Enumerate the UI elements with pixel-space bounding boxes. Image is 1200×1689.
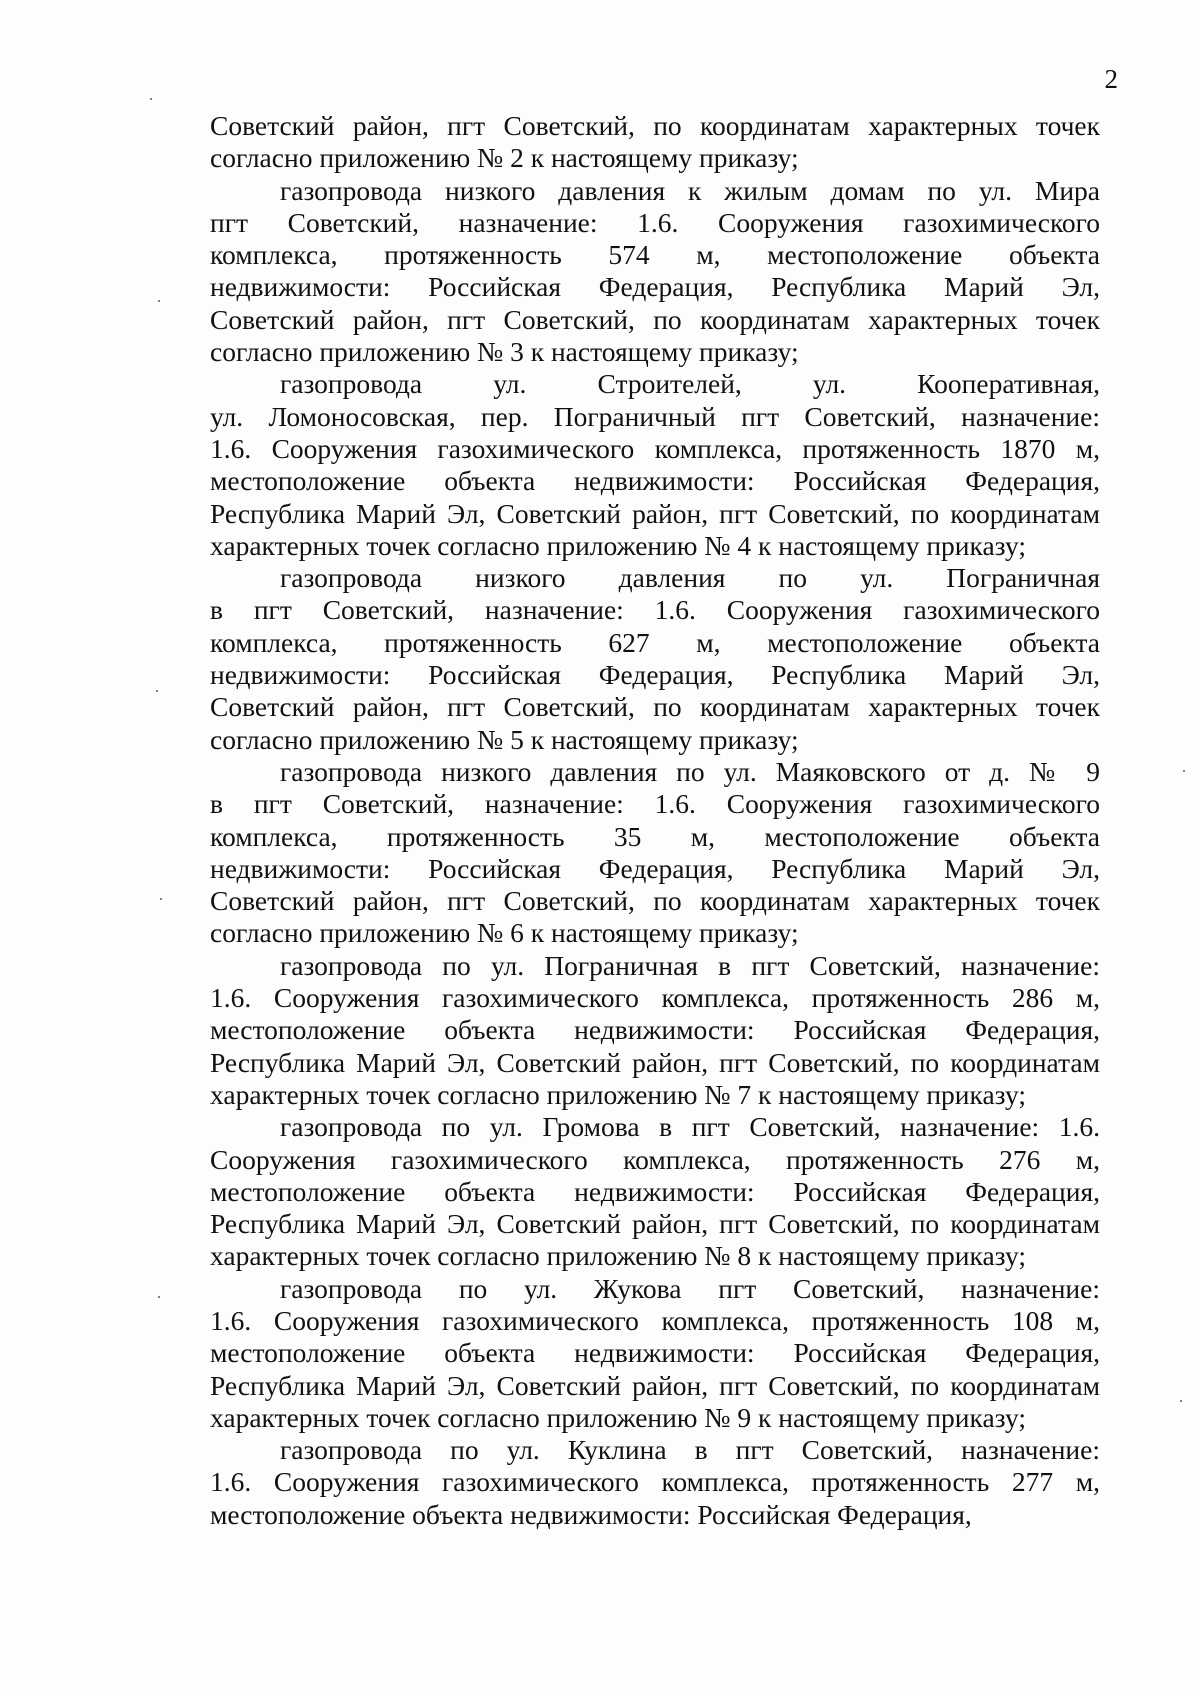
text-line: согласно приложению № 3 к настоящему приказу; xyxy=(210,336,799,368)
scan-speck xyxy=(158,1296,160,1298)
scan-speck xyxy=(1183,770,1185,772)
text-line: 1.6. Сооружения газохимического комплекса, протяженность 1870 м, xyxy=(210,432,1100,464)
text-line: согласно приложению № 6 к настоящему приказу; xyxy=(210,917,799,949)
text-line: местоположение объекта недвижимости: Российская Федерация, xyxy=(210,1175,1100,1207)
text-line: недвижимости: Российская Федерация, Республика Марий Эл, xyxy=(210,852,1100,884)
text-line: 1.6. Сооружения газохимического комплекса, протяженность 286 м, xyxy=(210,982,1100,1014)
paragraph xyxy=(210,1273,1100,1434)
text-line: согласно приложению № 5 к настоящему приказу; xyxy=(210,723,799,755)
text-line: 1.6. Сооружения газохимического комплекса, протяженность 108 м, xyxy=(210,1304,1100,1336)
text-line: характерных точек согласно приложению № 4 к настоящему приказу; xyxy=(210,529,1026,561)
text-line: Советский район, пгт Советский, по координатам характерных точек xyxy=(210,303,1100,335)
text-line: местоположение объекта недвижимости: Российская Федерация, xyxy=(210,1498,972,1530)
paragraph xyxy=(210,950,1100,1111)
paragraph xyxy=(210,110,1100,175)
text-line: газопровода по ул. Жукова пгт Советский, назначение: xyxy=(280,1272,1100,1304)
text-line: характерных точек согласно приложению № 9 к настоящему приказу; xyxy=(210,1401,1026,1433)
text-line: газопровода ул. Строителей, ул. Кооперативная, xyxy=(280,368,1100,400)
scan-speck xyxy=(156,690,158,692)
text-line: газопровода низкого давления к жилым домам по ул. Мира xyxy=(280,174,1100,206)
text-line: газопровода по ул. Громова в пгт Советский, назначение: 1.6. xyxy=(280,1111,1100,1143)
text-line: Советский район, пгт Советский, по координатам характерных точек xyxy=(210,110,1100,141)
paragraph xyxy=(210,1111,1100,1272)
text-line: газопровода по ул. Пограничная в пгт Советский, назначение: xyxy=(280,949,1100,981)
text-line: характерных точек согласно приложению № 8 к настоящему приказу; xyxy=(210,1240,1026,1272)
text-line: Республика Марий Эл, Советский район, пгт Советский, по координатам xyxy=(210,1369,1100,1401)
text-line: Сооружения газохимического комплекса, протяженность 276 м, xyxy=(210,1143,1100,1175)
scan-speck xyxy=(1180,1400,1182,1402)
text-line: комплекса, протяженность 574 м, местоположение объекта xyxy=(210,239,1100,271)
text-line: ул. Ломоносовская, пер. Пограничный пгт Советский, назначение: xyxy=(210,400,1100,432)
paragraph xyxy=(210,175,1100,369)
scan-speck xyxy=(158,300,160,302)
text-line: Республика Марий Эл, Советский район, пгт Советский, по координатам xyxy=(210,1208,1100,1240)
scan-speck xyxy=(150,98,152,100)
text-line: газопровода по ул. Куклина в пгт Советский, назначение: xyxy=(280,1434,1100,1466)
paragraph xyxy=(210,562,1100,756)
text-line: характерных точек согласно приложению № 7 к настоящему приказу; xyxy=(210,1078,1026,1110)
text-line: недвижимости: Российская Федерация, Республика Марий Эл, xyxy=(210,271,1100,303)
paragraph xyxy=(210,368,1100,562)
text-line: местоположение объекта недвижимости: Российская Федерация, xyxy=(210,1337,1100,1369)
text-line: местоположение объекта недвижимости: Российская Федерация, xyxy=(210,465,1100,497)
text-line: Советский район, пгт Советский, по координатам характерных точек xyxy=(210,885,1100,917)
paragraph xyxy=(210,756,1100,950)
text-line: Республика Марий Эл, Советский район, пгт Советский, по координатам xyxy=(210,497,1100,529)
paragraph xyxy=(210,1434,1100,1531)
text-line: Советский район, пгт Советский, по координатам характерных точек xyxy=(210,691,1100,723)
text-line: Республика Марий Эл, Советский район, пгт Советский, по координатам xyxy=(210,1046,1100,1078)
text-line: комплекса, протяженность 627 м, местоположение объекта xyxy=(210,626,1100,658)
text-line: согласно приложению № 2 к настоящему приказу; xyxy=(210,142,799,174)
text-line: комплекса, протяженность 35 м, местоположение объекта xyxy=(210,820,1100,852)
text-line: газопровода низкого давления по ул. Пограничная xyxy=(280,562,1100,594)
text-line: в пгт Советский, назначение: 1.6. Сооружения газохимического xyxy=(210,594,1100,626)
text-line: пгт Советский, назначение: 1.6. Сооружения газохимического xyxy=(210,206,1100,238)
text-line: местоположение объекта недвижимости: Российская Федерация, xyxy=(210,1014,1100,1046)
text-line: в пгт Советский, назначение: 1.6. Сооружения газохимического xyxy=(210,788,1100,820)
text-line: газопровода низкого давления по ул. Маяковского от д. № 9 xyxy=(280,755,1100,787)
text-line: 1.6. Сооружения газохимического комплекса, протяженность 277 м, xyxy=(210,1466,1100,1498)
document-body xyxy=(210,110,1100,1531)
text-line: недвижимости: Российская Федерация, Республика Марий Эл, xyxy=(210,659,1100,691)
scan-speck xyxy=(160,898,162,900)
page-number: 2 xyxy=(1104,64,1118,94)
